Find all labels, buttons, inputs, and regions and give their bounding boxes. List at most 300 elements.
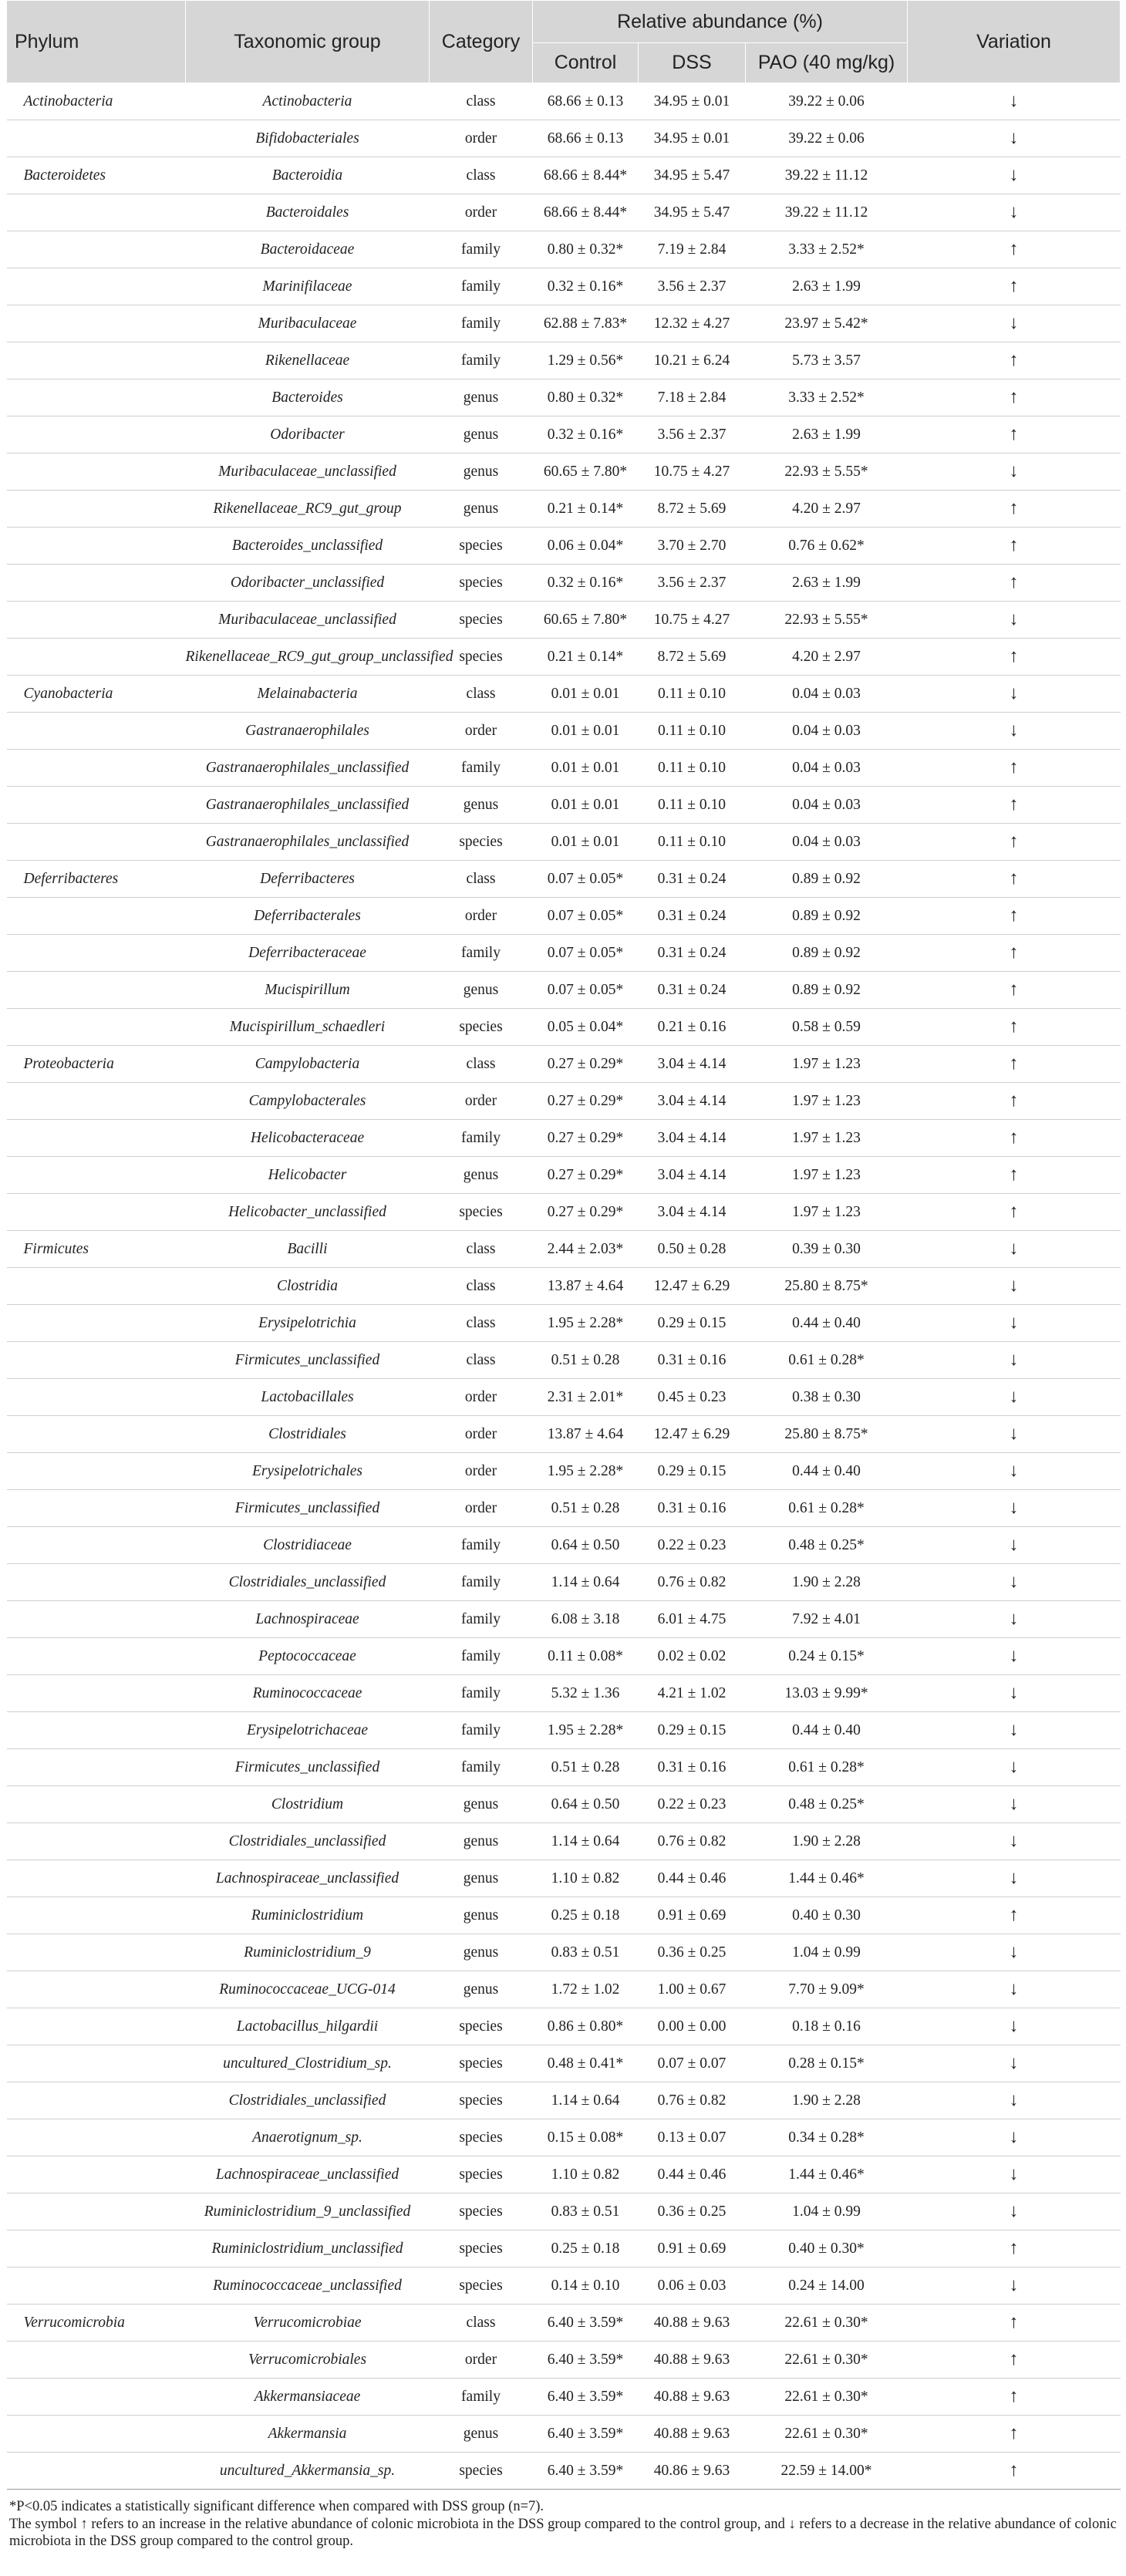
cell-taxonomic-group: Lachnospiraceae_unclassified — [186, 2156, 430, 2193]
cell-pao: 0.44 ± 0.40 — [746, 1453, 908, 1490]
cell-pao: 25.80 ± 8.75* — [746, 1268, 908, 1305]
cell-control: 0.11 ± 0.08* — [533, 1638, 639, 1675]
table-row — [7, 1342, 1121, 1379]
cell-phylum — [7, 565, 186, 602]
table-row — [7, 379, 1121, 416]
table-row — [7, 1934, 1121, 1971]
cell-taxonomic-group: Bacteroides_unclassified — [186, 528, 430, 565]
cell-dss: 0.21 ± 0.16 — [639, 1009, 746, 1046]
cell-pao: 13.03 ± 9.99* — [746, 1675, 908, 1712]
cell-phylum — [7, 1416, 186, 1453]
cell-category: family — [430, 231, 533, 268]
cell-category: genus — [430, 1897, 533, 1934]
cell-pao: 3.33 ± 2.52* — [746, 379, 908, 416]
cell-control: 1.95 ± 2.28* — [533, 1453, 639, 1490]
cell-variation: ↑ — [908, 342, 1121, 379]
cell-variation: ↑ — [908, 1897, 1121, 1934]
table-row — [7, 1268, 1121, 1305]
table-row — [7, 453, 1121, 491]
cell-variation: ↑ — [908, 2342, 1121, 2379]
cell-pao: 0.18 ± 0.16 — [746, 2008, 908, 2045]
abundance-table — [6, 0, 1121, 2490]
table-row — [7, 713, 1121, 750]
cell-pao: 22.61 ± 0.30* — [746, 2379, 908, 2416]
cell-category: genus — [430, 491, 533, 528]
cell-phylum — [7, 1268, 186, 1305]
cell-category: species — [430, 2267, 533, 2305]
cell-phylum — [7, 2267, 186, 2305]
cell-category: species — [430, 2045, 533, 2082]
table-row — [7, 2045, 1121, 2082]
cell-pao: 1.04 ± 0.99 — [746, 1934, 908, 1971]
table-row — [7, 602, 1121, 639]
table-row — [7, 1009, 1121, 1046]
cell-variation: ↓ — [908, 1749, 1121, 1786]
cell-dss: 0.31 ± 0.24 — [639, 861, 746, 898]
table-row — [7, 2342, 1121, 2379]
table-row — [7, 1046, 1121, 1083]
cell-dss: 3.04 ± 4.14 — [639, 1083, 746, 1120]
cell-taxonomic-group: Clostridiaceae — [186, 1527, 430, 1564]
cell-category: family — [430, 305, 533, 342]
cell-taxonomic-group: Deferribacteres — [186, 861, 430, 898]
cell-pao: 3.33 ± 2.52* — [746, 231, 908, 268]
cell-taxonomic-group: Erysipelotrichaceae — [186, 1712, 430, 1749]
cell-category: species — [430, 1194, 533, 1231]
cell-variation: ↑ — [908, 268, 1121, 305]
cell-taxonomic-group: Akkermansiaceae — [186, 2379, 430, 2416]
table-row — [7, 528, 1121, 565]
cell-control: 0.01 ± 0.01 — [533, 713, 639, 750]
cell-dss: 0.07 ± 0.07 — [639, 2045, 746, 2082]
cell-pao: 22.93 ± 5.55* — [746, 453, 908, 491]
cell-control: 1.29 ± 0.56* — [533, 342, 639, 379]
cell-phylum — [7, 1971, 186, 2008]
cell-taxonomic-group: Muribaculaceae — [186, 305, 430, 342]
cell-taxonomic-group: Gastranaerophilales — [186, 713, 430, 750]
cell-taxonomic-group: Ruminococcaceae_UCG-014 — [186, 1971, 430, 2008]
cell-taxonomic-group: Gastranaerophilales_unclassified — [186, 787, 430, 824]
cell-variation: ↑ — [908, 935, 1121, 972]
cell-phylum: Cyanobacteria — [7, 676, 186, 713]
cell-taxonomic-group: Deferribacteraceae — [186, 935, 430, 972]
cell-pao: 1.97 ± 1.23 — [746, 1046, 908, 1083]
cell-phylum — [7, 453, 186, 491]
cell-dss: 0.50 ± 0.28 — [639, 1231, 746, 1268]
cell-category: species — [430, 2453, 533, 2490]
table-row — [7, 1564, 1121, 1601]
cell-phylum — [7, 120, 186, 157]
cell-dss: 3.04 ± 4.14 — [639, 1120, 746, 1157]
cell-control: 13.87 ± 4.64 — [533, 1268, 639, 1305]
cell-pao: 25.80 ± 8.75* — [746, 1416, 908, 1453]
cell-control: 0.01 ± 0.01 — [533, 676, 639, 713]
cell-taxonomic-group: uncultured_Akkermansia_sp. — [186, 2453, 430, 2490]
table-row — [7, 2230, 1121, 2267]
table-row — [7, 194, 1121, 231]
cell-taxonomic-group: Lachnospiraceae_unclassified — [186, 1860, 430, 1897]
cell-taxonomic-group: Helicobacter_unclassified — [186, 1194, 430, 1231]
cell-variation: ↑ — [908, 639, 1121, 676]
cell-dss: 0.11 ± 0.10 — [639, 713, 746, 750]
footnote-significance: *P<0.05 indicates a statistically significant difference when compared with DSS group (n=7). — [9, 2499, 544, 2514]
cell-taxonomic-group: Clostridiales_unclassified — [186, 1564, 430, 1601]
table-row — [7, 268, 1121, 305]
cell-taxonomic-group: Clostridium — [186, 1786, 430, 1823]
cell-control: 0.05 ± 0.04* — [533, 1009, 639, 1046]
cell-taxonomic-group: Erysipelotrichia — [186, 1305, 430, 1342]
table-row — [7, 1749, 1121, 1786]
table-row — [7, 676, 1121, 713]
cell-variation: ↓ — [908, 1305, 1121, 1342]
cell-phylum — [7, 1749, 186, 1786]
table-header — [7, 1, 1121, 83]
cell-dss: 6.01 ± 4.75 — [639, 1601, 746, 1638]
table-row — [7, 2008, 1121, 2045]
cell-control: 0.80 ± 0.32* — [533, 379, 639, 416]
cell-category: class — [430, 1305, 533, 1342]
cell-taxonomic-group: Ruminococcaceae — [186, 1675, 430, 1712]
cell-category: class — [430, 1046, 533, 1083]
cell-phylum — [7, 416, 186, 453]
cell-dss: 3.70 ± 2.70 — [639, 528, 746, 565]
cell-dss: 40.86 ± 9.63 — [639, 2453, 746, 2490]
cell-dss: 0.02 ± 0.02 — [639, 1638, 746, 1675]
cell-variation: ↑ — [908, 528, 1121, 565]
cell-dss: 0.76 ± 0.82 — [639, 1564, 746, 1601]
cell-category: species — [430, 2193, 533, 2230]
table-row — [7, 2156, 1121, 2193]
cell-variation: ↓ — [908, 1453, 1121, 1490]
cell-dss: 40.88 ± 9.63 — [639, 2416, 746, 2453]
cell-pao: 1.97 ± 1.23 — [746, 1194, 908, 1231]
cell-dss: 0.31 ± 0.16 — [639, 1749, 746, 1786]
cell-category: class — [430, 1342, 533, 1379]
cell-phylum — [7, 1823, 186, 1860]
cell-category: species — [430, 2119, 533, 2156]
cell-variation: ↓ — [908, 2267, 1121, 2305]
table-row — [7, 824, 1121, 861]
cell-control: 2.44 ± 2.03* — [533, 1231, 639, 1268]
cell-variation: ↑ — [908, 2230, 1121, 2267]
table-row — [7, 935, 1121, 972]
cell-phylum — [7, 1897, 186, 1934]
cell-control: 0.27 ± 0.29* — [533, 1194, 639, 1231]
cell-pao: 4.20 ± 2.97 — [746, 639, 908, 676]
table-row — [7, 2379, 1121, 2416]
cell-category: family — [430, 268, 533, 305]
cell-control: 0.27 ± 0.29* — [533, 1157, 639, 1194]
cell-variation: ↓ — [908, 676, 1121, 713]
header-taxonomic-group: Taxonomic group — [186, 1, 430, 83]
cell-category: class — [430, 676, 533, 713]
cell-variation: ↑ — [908, 1120, 1121, 1157]
cell-variation: ↓ — [908, 1675, 1121, 1712]
cell-variation: ↑ — [908, 2416, 1121, 2453]
cell-category: species — [430, 602, 533, 639]
cell-control: 0.83 ± 0.51 — [533, 2193, 639, 2230]
cell-category: order — [430, 120, 533, 157]
header-control: Control — [533, 43, 639, 83]
table-container — [6, 0, 1120, 2551]
cell-taxonomic-group: Lactobacillales — [186, 1379, 430, 1416]
cell-dss: 12.32 ± 4.27 — [639, 305, 746, 342]
cell-variation: ↑ — [908, 2453, 1121, 2490]
cell-dss: 0.29 ± 0.15 — [639, 1305, 746, 1342]
cell-variation: ↓ — [908, 1342, 1121, 1379]
table-row — [7, 1971, 1121, 2008]
cell-category: order — [430, 1083, 533, 1120]
cell-taxonomic-group: Verrucomicrobiales — [186, 2342, 430, 2379]
cell-phylum — [7, 2082, 186, 2119]
cell-pao: 1.97 ± 1.23 — [746, 1120, 908, 1157]
cell-phylum — [7, 1675, 186, 1712]
cell-dss: 0.31 ± 0.16 — [639, 1342, 746, 1379]
cell-variation: ↑ — [908, 379, 1121, 416]
cell-control: 6.40 ± 3.59* — [533, 2305, 639, 2342]
cell-dss: 10.75 ± 4.27 — [639, 602, 746, 639]
cell-control: 68.66 ± 8.44* — [533, 194, 639, 231]
cell-category: species — [430, 639, 533, 676]
cell-taxonomic-group: Campylobacteria — [186, 1046, 430, 1083]
cell-pao: 22.61 ± 0.30* — [746, 2416, 908, 2453]
cell-pao: 0.04 ± 0.03 — [746, 713, 908, 750]
cell-category: order — [430, 713, 533, 750]
cell-phylum — [7, 528, 186, 565]
cell-pao: 1.90 ± 2.28 — [746, 1564, 908, 1601]
cell-pao: 0.04 ± 0.03 — [746, 676, 908, 713]
cell-pao: 22.59 ± 14.00* — [746, 2453, 908, 2490]
cell-pao: 0.39 ± 0.30 — [746, 1231, 908, 1268]
cell-dss: 0.44 ± 0.46 — [639, 1860, 746, 1897]
cell-control: 0.15 ± 0.08* — [533, 2119, 639, 2156]
cell-dss: 34.95 ± 5.47 — [639, 194, 746, 231]
cell-variation: ↑ — [908, 898, 1121, 935]
cell-control: 0.51 ± 0.28 — [533, 1749, 639, 1786]
cell-category: genus — [430, 1157, 533, 1194]
cell-control: 1.95 ± 2.28* — [533, 1712, 639, 1749]
cell-pao: 0.44 ± 0.40 — [746, 1712, 908, 1749]
cell-phylum — [7, 713, 186, 750]
cell-control: 6.08 ± 3.18 — [533, 1601, 639, 1638]
cell-control: 0.07 ± 0.05* — [533, 898, 639, 935]
cell-taxonomic-group: Rikenellaceae_RC9_gut_group — [186, 491, 430, 528]
cell-category: class — [430, 83, 533, 120]
cell-category: genus — [430, 2416, 533, 2453]
cell-taxonomic-group: Ruminococcaceae_unclassified — [186, 2267, 430, 2305]
cell-pao: 7.70 ± 9.09* — [746, 1971, 908, 2008]
cell-phylum: Proteobacteria — [7, 1046, 186, 1083]
cell-control: 0.07 ± 0.05* — [533, 972, 639, 1009]
cell-dss: 12.47 ± 6.29 — [639, 1416, 746, 1453]
cell-dss: 0.11 ± 0.10 — [639, 787, 746, 824]
table-row — [7, 1379, 1121, 1416]
cell-dss: 0.76 ± 0.82 — [639, 1823, 746, 1860]
cell-pao: 0.61 ± 0.28* — [746, 1749, 908, 1786]
cell-taxonomic-group: Bacteroidia — [186, 157, 430, 194]
cell-phylum — [7, 1934, 186, 1971]
cell-variation: ↓ — [908, 1527, 1121, 1564]
cell-phylum — [7, 1601, 186, 1638]
cell-phylum — [7, 2230, 186, 2267]
cell-phylum — [7, 342, 186, 379]
cell-dss: 12.47 ± 6.29 — [639, 1268, 746, 1305]
footnote-symbols: The symbol ↑ refers to an increase in the relative abundance of colonic microbiota in the DSS group compared to the control group, and ↓ refers to a decrease in the relative abundance of colonic microbiota in the DSS group compared to the control group. — [9, 2516, 1117, 2549]
cell-dss: 0.11 ± 0.10 — [639, 676, 746, 713]
cell-phylum — [7, 1786, 186, 1823]
cell-variation: ↑ — [908, 1046, 1121, 1083]
cell-taxonomic-group: Rikenellaceae — [186, 342, 430, 379]
cell-variation: ↑ — [908, 972, 1121, 1009]
cell-category: genus — [430, 972, 533, 1009]
cell-pao: 1.90 ± 2.28 — [746, 2082, 908, 2119]
cell-variation: ↓ — [908, 120, 1121, 157]
cell-control: 0.01 ± 0.01 — [533, 824, 639, 861]
cell-dss: 3.56 ± 2.37 — [639, 565, 746, 602]
cell-phylum — [7, 2453, 186, 2490]
cell-variation: ↑ — [908, 565, 1121, 602]
cell-phylum: Verrucomicrobia — [7, 2305, 186, 2342]
cell-phylum — [7, 2342, 186, 2379]
cell-category: order — [430, 1453, 533, 1490]
cell-control: 1.14 ± 0.64 — [533, 1823, 639, 1860]
cell-taxonomic-group: Gastranaerophilales_unclassified — [186, 824, 430, 861]
cell-variation: ↓ — [908, 602, 1121, 639]
cell-dss: 3.04 ± 4.14 — [639, 1194, 746, 1231]
cell-control: 0.51 ± 0.28 — [533, 1342, 639, 1379]
cell-dss: 0.76 ± 0.82 — [639, 2082, 746, 2119]
table-row — [7, 1083, 1121, 1120]
cell-control: 0.32 ± 0.16* — [533, 565, 639, 602]
table-row — [7, 1897, 1121, 1934]
table-row — [7, 972, 1121, 1009]
cell-dss: 3.04 ± 4.14 — [639, 1046, 746, 1083]
table-row — [7, 1490, 1121, 1527]
cell-variation: ↓ — [908, 713, 1121, 750]
cell-category: family — [430, 1749, 533, 1786]
cell-phylum — [7, 2156, 186, 2193]
cell-category: order — [430, 1490, 533, 1527]
cell-control: 13.87 ± 4.64 — [533, 1416, 639, 1453]
cell-taxonomic-group: Odoribacter_unclassified — [186, 565, 430, 602]
cell-control: 1.72 ± 1.02 — [533, 1971, 639, 2008]
cell-variation: ↑ — [908, 787, 1121, 824]
cell-pao: 39.22 ± 0.06 — [746, 83, 908, 120]
cell-control: 0.64 ± 0.50 — [533, 1527, 639, 1564]
cell-category: family — [430, 1527, 533, 1564]
cell-control: 2.31 ± 2.01* — [533, 1379, 639, 1416]
cell-category: class — [430, 2305, 533, 2342]
cell-variation: ↓ — [908, 305, 1121, 342]
cell-taxonomic-group: Campylobacterales — [186, 1083, 430, 1120]
cell-variation: ↓ — [908, 1934, 1121, 1971]
cell-category: genus — [430, 1860, 533, 1897]
cell-control: 0.01 ± 0.01 — [533, 787, 639, 824]
cell-dss: 34.95 ± 5.47 — [639, 157, 746, 194]
cell-taxonomic-group: Clostridiales_unclassified — [186, 2082, 430, 2119]
cell-taxonomic-group: Rikenellaceae_RC9_gut_group_unclassified — [186, 639, 430, 676]
cell-category: family — [430, 1638, 533, 1675]
cell-control: 1.14 ± 0.64 — [533, 2082, 639, 2119]
cell-category: family — [430, 750, 533, 787]
cell-pao: 0.89 ± 0.92 — [746, 935, 908, 972]
cell-dss: 10.21 ± 6.24 — [639, 342, 746, 379]
cell-pao: 2.63 ± 1.99 — [746, 268, 908, 305]
cell-control: 1.10 ± 0.82 — [533, 1860, 639, 1897]
table-footnotes — [6, 2498, 1120, 2551]
cell-variation: ↑ — [908, 750, 1121, 787]
cell-dss: 0.00 ± 0.00 — [639, 2008, 746, 2045]
table-row — [7, 305, 1121, 342]
cell-pao: 1.97 ± 1.23 — [746, 1157, 908, 1194]
cell-phylum — [7, 1120, 186, 1157]
cell-category: genus — [430, 1934, 533, 1971]
cell-control: 0.21 ± 0.14* — [533, 639, 639, 676]
cell-pao: 5.73 ± 3.57 — [746, 342, 908, 379]
cell-dss: 0.36 ± 0.25 — [639, 2193, 746, 2230]
cell-control: 0.07 ± 0.05* — [533, 935, 639, 972]
table-row — [7, 1786, 1121, 1823]
table-row — [7, 2453, 1121, 2490]
cell-control: 60.65 ± 7.80* — [533, 453, 639, 491]
table-row — [7, 787, 1121, 824]
cell-category: species — [430, 2008, 533, 2045]
cell-pao: 39.22 ± 0.06 — [746, 120, 908, 157]
cell-taxonomic-group: Lactobacillus_hilgardii — [186, 2008, 430, 2045]
cell-phylum — [7, 2193, 186, 2230]
cell-variation: ↑ — [908, 1083, 1121, 1120]
table-row — [7, 1231, 1121, 1268]
table-row — [7, 2267, 1121, 2305]
cell-control: 0.80 ± 0.32* — [533, 231, 639, 268]
cell-pao: 7.92 ± 4.01 — [746, 1601, 908, 1638]
cell-taxonomic-group: Firmicutes_unclassified — [186, 1490, 430, 1527]
cell-taxonomic-group: Bacteroidaceae — [186, 231, 430, 268]
cell-phylum — [7, 1379, 186, 1416]
header-dss: DSS — [639, 43, 746, 83]
cell-control: 1.95 ± 2.28* — [533, 1305, 639, 1342]
cell-dss: 3.04 ± 4.14 — [639, 1157, 746, 1194]
cell-variation: ↑ — [908, 416, 1121, 453]
cell-category: genus — [430, 787, 533, 824]
cell-variation: ↓ — [908, 1601, 1121, 1638]
cell-pao: 0.89 ± 0.92 — [746, 898, 908, 935]
cell-pao: 0.04 ± 0.03 — [746, 750, 908, 787]
cell-category: order — [430, 898, 533, 935]
cell-phylum: Actinobacteria — [7, 83, 186, 120]
cell-taxonomic-group: Melainabacteria — [186, 676, 430, 713]
cell-pao: 0.89 ± 0.92 — [746, 972, 908, 1009]
cell-taxonomic-group: Akkermansia — [186, 2416, 430, 2453]
cell-taxonomic-group: Ruminiclostridium_9 — [186, 1934, 430, 1971]
cell-control: 0.51 ± 0.28 — [533, 1490, 639, 1527]
cell-category: order — [430, 1416, 533, 1453]
cell-dss: 0.45 ± 0.23 — [639, 1379, 746, 1416]
cell-taxonomic-group: Clostridiales — [186, 1416, 430, 1453]
cell-dss: 3.56 ± 2.37 — [639, 416, 746, 453]
cell-taxonomic-group: Ruminiclostridium_unclassified — [186, 2230, 430, 2267]
cell-dss: 40.88 ± 9.63 — [639, 2342, 746, 2379]
cell-variation: ↑ — [908, 1194, 1121, 1231]
cell-control: 6.40 ± 3.59* — [533, 2342, 639, 2379]
cell-pao: 22.61 ± 0.30* — [746, 2305, 908, 2342]
table-row — [7, 157, 1121, 194]
cell-pao: 1.90 ± 2.28 — [746, 1823, 908, 1860]
table-row — [7, 83, 1121, 120]
cell-category: species — [430, 2230, 533, 2267]
cell-dss: 40.88 ± 9.63 — [639, 2305, 746, 2342]
cell-pao: 0.04 ± 0.03 — [746, 787, 908, 824]
